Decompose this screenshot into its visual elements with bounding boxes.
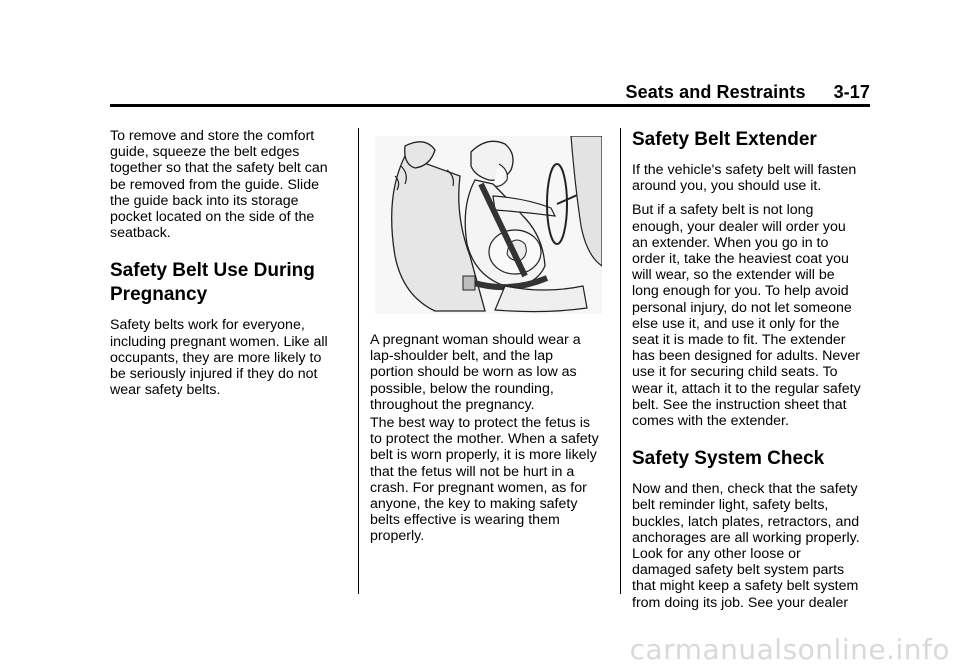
watermark: carmanualsonline.info [629,633,950,666]
page-header [110,82,870,106]
pregnancy-paragraph: Safety belts work for everyone, including pregnant women. Like all occupants, they are more likely to be seriously injured if they do not wear safety belts. [110,317,328,399]
header-title [625,82,870,103]
fetus-protection-block [370,415,608,553]
column-divider-1 [358,128,359,594]
system-check-heading: Safety System Check [632,448,825,470]
comfort-guide-paragraph: To remove and store the comfort guide, squeeze the belt edges together so that the safety belt can be removed from the guide. Slide the guide back into its storage pocket located on the side of the seatback. [110,128,328,242]
pregnant-woman-safety-belt-illustration [375,136,602,314]
illustration-caption-block [370,332,608,421]
column-divider-2 [620,128,621,594]
belt-extender-intro: If the vehicle's safety belt will fasten around you, you should use it. [632,162,857,195]
illustration-caption: A pregnant woman should wear a lap-shoulder belt, and the lap portion should be worn as low as possible, below the rounding, throughout the pregnancy. [370,332,581,413]
header-section: Seats and Restraints [625,82,806,102]
column-1 [110,128,348,406]
pregnancy-heading: Safety Belt Use During Pregnancy [110,260,315,306]
fetus-protection-paragraph: The best way to protect the fetus is to protect the mother. When a safety belt is worn properly, it is more likely that the fetus will not be hurt in a crash. For pregnant women, as for anyone, the key to making safety belts effective is wearing them properly. [370,415,599,545]
belt-extender-heading: Safety Belt Extender [632,129,817,150]
belt-extender-paragraph: But if a safety belt is not long enough, your dealer will order you an extender. When you go in to order it, take the heaviest coat you will wear, so the extender will be long enough for you. To help avoid personal injury, do not let someone else use it, and use it only for the seat it is made to fit. The extender has been designed for adults. Never use it for securing child seats. To wear it, attach it to the regular safety belt. See the instruction sheet that comes with the extender. [632,202,861,430]
header-rule [110,104,870,107]
system-check-paragraph: Now and then, check that the safety belt reminder light, safety belts, buckles, latch plates, retractors, and anchorages are all working properly. Look for any other loose or damaged safety belt system parts that might keep a safety belt system from doing its job. See your dealer [632,481,860,611]
column-3 [632,128,872,619]
pregnant-woman-safety-belt-icon [375,136,602,314]
page-number: 3-17 [833,82,870,102]
